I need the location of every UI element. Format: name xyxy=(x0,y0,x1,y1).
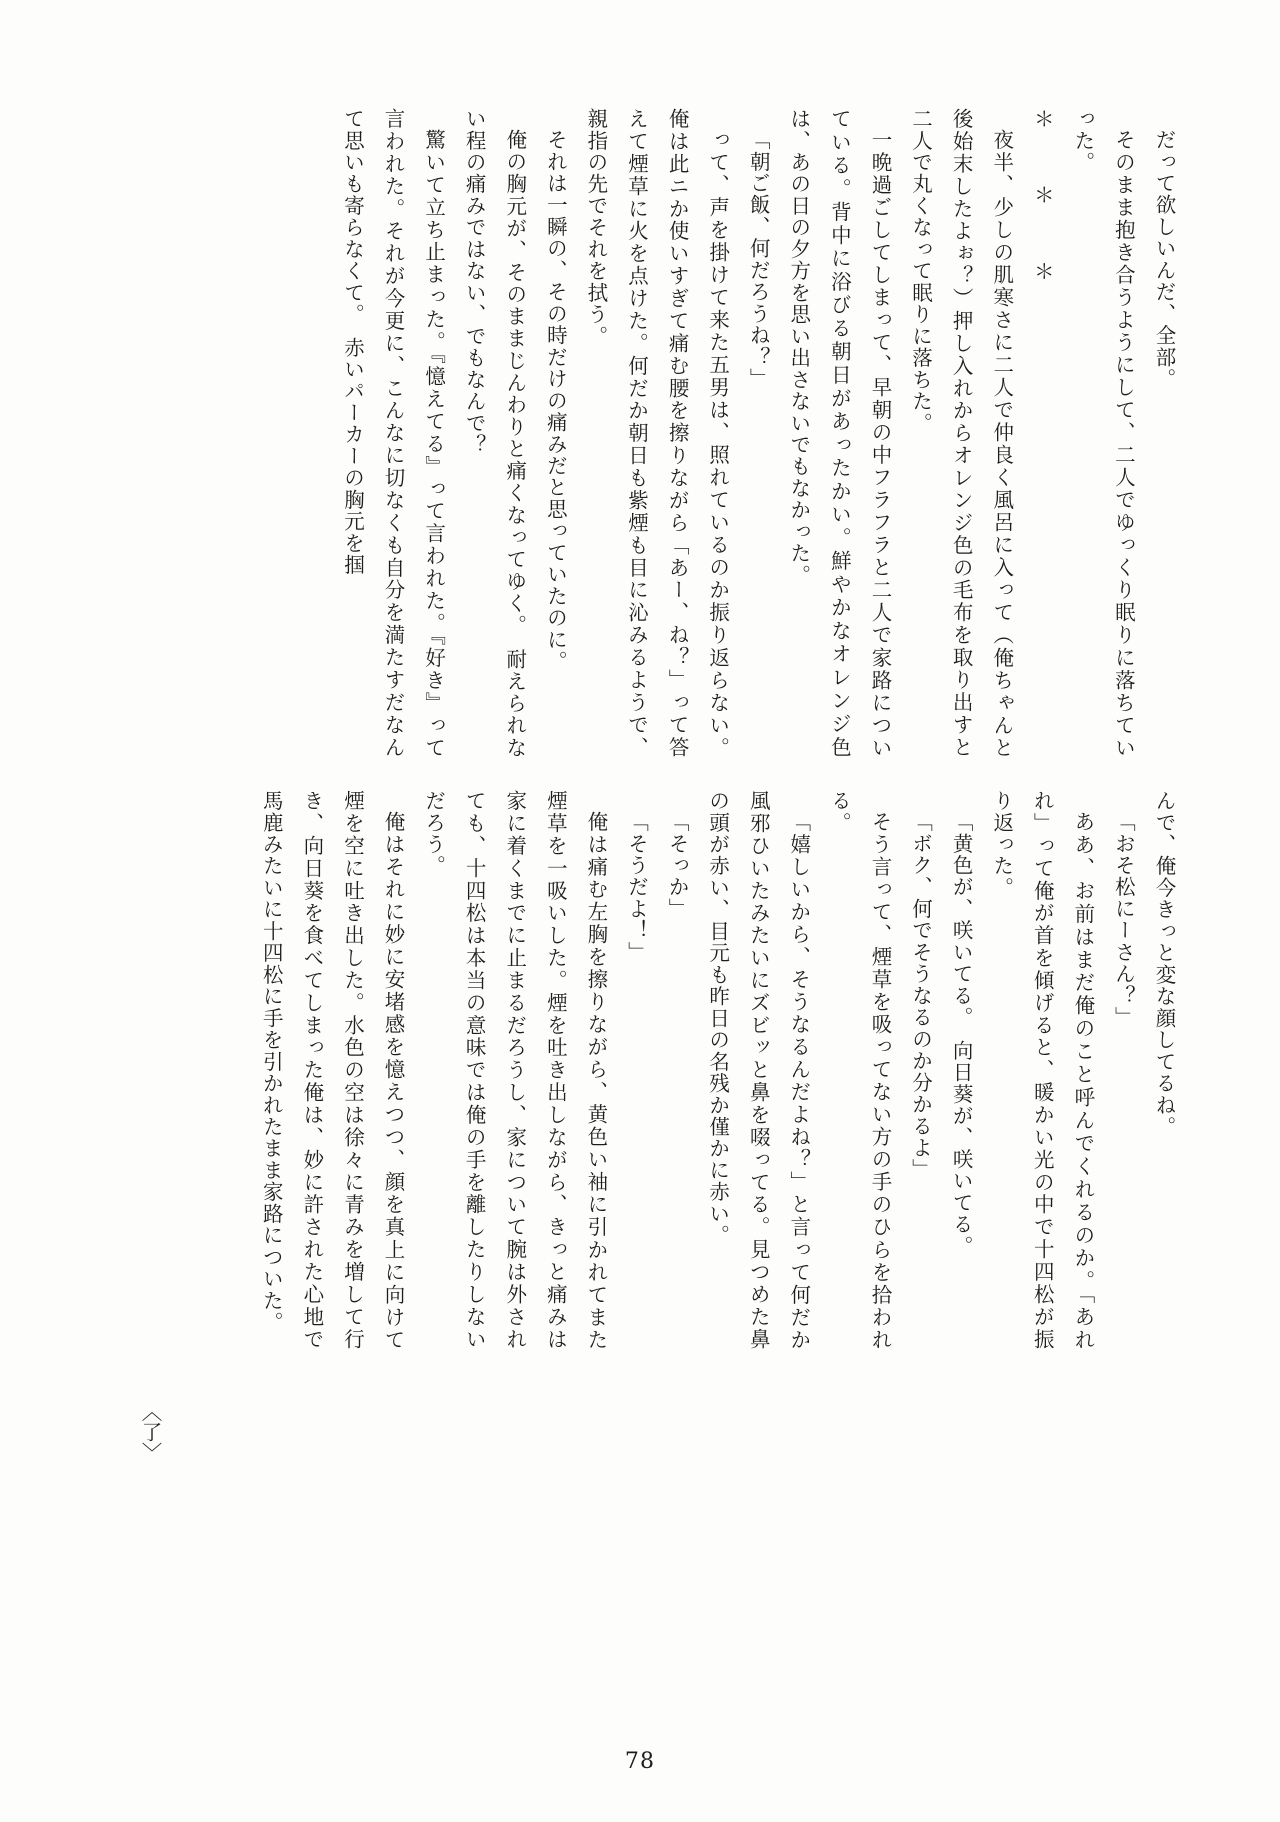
text-block-lower xyxy=(94,790,1184,1350)
section-break: ＊ ＊ ＊ xyxy=(1030,108,1055,306)
paragraph: 「嬉しいから、そうなるんだよね？」と言って何だか風邪ひいたみたいにズビッと鼻を啜ってる。見つめた鼻の頭が赤い、目元も昨日の名残か僅かに赤い。 xyxy=(705,790,811,1350)
text-block-upper xyxy=(94,108,1184,758)
dialogue-line: 「ボク、何でそうなるのか分かるよ」 xyxy=(908,810,933,1180)
dialogue-line: 「朝ご飯、何だろうね？」 xyxy=(746,128,771,390)
paragraph: それは一瞬の、その時だけの痛みだと思っていたのに。 xyxy=(543,128,568,672)
paragraph: って、声を掛けて来た五男は、照れているのか振り返らない。俺は此ニか使いすぎて痛む腰を擦りながら「あー、ね？」って答えて煙草に火を点けた。何だか朝日も紫煙も目に沁みるようで、親指の先でそれを拭う。 xyxy=(583,108,730,758)
paragraph: 俺は痛む左胸を擦りながら、黄色い袖に引かれてまた煙草を一吸いした。煙を吐き出しながら、きっと痛みは家に着くまでに止まるだろうし、家について腕は外されても、十四松は本当の意味では俺の手を離したりしないだろう。 xyxy=(421,790,608,1350)
paragraph: んで、俺今きっと変な顔してるね。 xyxy=(1152,790,1176,1138)
dialogue-line: 「そうだよ！」 xyxy=(624,810,649,963)
dialogue-line: 「黄色が、咲いてる。 向日葵が、咲いてる。 xyxy=(949,810,974,1257)
dialogue-line: 「おそ松にーさん？」 xyxy=(1111,810,1136,1028)
page-number: 78 xyxy=(624,1749,656,1774)
paragraph: ああ、お前はまだ俺のこと呼んでくれるのか。「あれれ」って俺が首を傾げると、暖かい光の中で十四松が振り返った。 xyxy=(989,790,1095,1350)
paragraph: 俺の胸元が、そのままじんわりと痛くなってゆく。 耐えられない程の痛みではない、でもなんで？ xyxy=(462,108,527,758)
paragraph: 夜半、少しの肌寒さに二人で仲良く風呂に入って（俺ちゃんと後始末したよぉ？）押し入れからオレンジ色の毛布を取り出すと二人で丸くなって眠りに落ちた。 xyxy=(908,108,1014,758)
paragraph: そのまま抱き合うようにして、二人でゆっくり眠りに落ちていった。 xyxy=(1070,108,1136,758)
paragraph: 驚いて立ち止まった。『憶えてる』って言われた。『好き』って言われた。それが今更に、こんなに切なくも自分を満たすだなんて思いも寄らなくて。 赤いパーカーの胸元を掴 xyxy=(340,108,446,758)
paragraph: 俺はそれに妙に安堵感を憶えつつ、顔を真上に向けて煙を空に吐き出した。水色の空は徐々に青みを増して行き、向日葵を食べてしまった俺は、妙に許された心地で馬鹿みたいに十四松に手を引かれたまま家路についた。 xyxy=(259,790,406,1350)
story-end-mark: 〈了〉 xyxy=(138,1400,162,1462)
paragraph: 一晩過ごしてしまって、早朝の中フラフラと二人で家路についている。背中に浴びる朝日があったかい。鮮やかなオレンジ色は、あの日の夕方を思い出さないでもなかった。 xyxy=(786,108,892,758)
paragraph: そう言って、煙草を吸ってない方の手のひらを拾われる。 xyxy=(827,790,892,1350)
dialogue-line: 「そっか」 xyxy=(665,810,690,920)
paragraph: だって欲しいんだ、全部。 xyxy=(1152,128,1176,390)
